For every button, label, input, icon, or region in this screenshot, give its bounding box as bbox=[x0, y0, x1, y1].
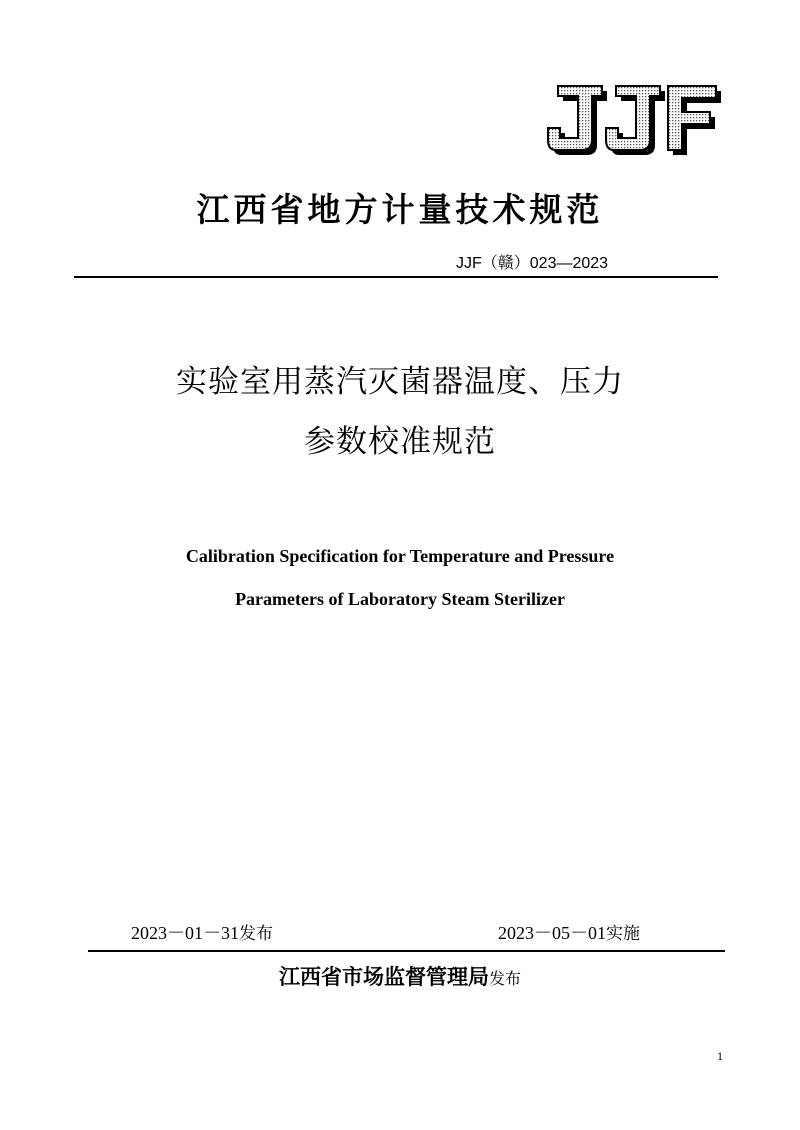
series-title: 江西省地方计量技术规范 bbox=[196, 190, 604, 229]
header-divider bbox=[74, 276, 718, 278]
english-title-line-1: Calibration Specification for Temperature and Pressure bbox=[185, 546, 615, 566]
footer-divider bbox=[88, 950, 725, 952]
document-code: JJF（赣）023—2023 bbox=[456, 255, 609, 272]
jjf-logo bbox=[546, 84, 724, 158]
page-number: 1 bbox=[717, 1049, 723, 1063]
publisher-block bbox=[0, 962, 800, 994]
implementation-label: 实施 bbox=[606, 924, 640, 944]
implementation-date: 2023－05－01 bbox=[498, 923, 606, 943]
english-title-line-2: Parameters of Laboratory Steam Sterilizer bbox=[235, 589, 565, 609]
logo-face bbox=[548, 86, 716, 150]
publisher-name: 江西省市场监督管理局 bbox=[278, 964, 489, 989]
implementation-date-block bbox=[498, 922, 640, 945]
chinese-title-line-2: 参数校准规范 bbox=[304, 424, 496, 460]
issue-label: 发布 bbox=[239, 924, 273, 944]
chinese-title-line-1: 实验室用蒸汽灭菌器温度、压力 bbox=[176, 364, 624, 400]
issue-date: 2023－01－31 bbox=[131, 923, 239, 943]
publisher-suffix: 发布 bbox=[488, 969, 521, 988]
issue-date-block bbox=[131, 922, 273, 945]
